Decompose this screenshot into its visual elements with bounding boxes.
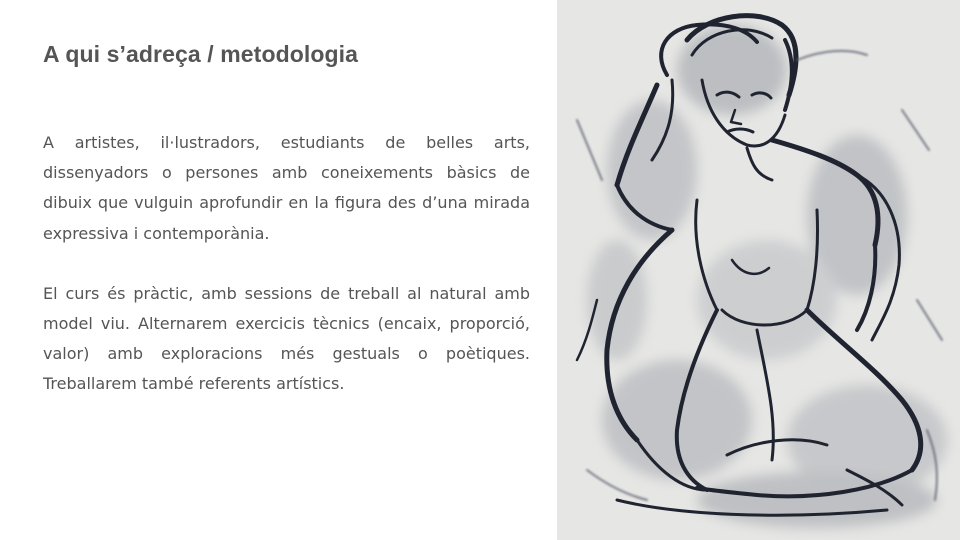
- methodology-paragraph: El curs és pràctic, amb sessions de treball al natural amb model viu. Alternarem exercicis tècnics (encaix, proporció, valor) amb exploracions més gestuals o poètiques. Treballarem també referents artístics.: [43, 283, 530, 394]
- charcoal-figure-drawing: [557, 0, 960, 540]
- slide-title: A qui s’adreça / metodologia: [43, 41, 359, 67]
- audience-paragraph: A artistes, il·lustradors, estudiants de belles arts, dissenyadors o persones amb coneixements bàsics de dibuix que vulguin aprofundir en la figura des d’una mirada expressiva i contemporània.: [43, 133, 530, 243]
- text-column: [43, 38, 530, 400]
- drawing-svg: [557, 0, 960, 540]
